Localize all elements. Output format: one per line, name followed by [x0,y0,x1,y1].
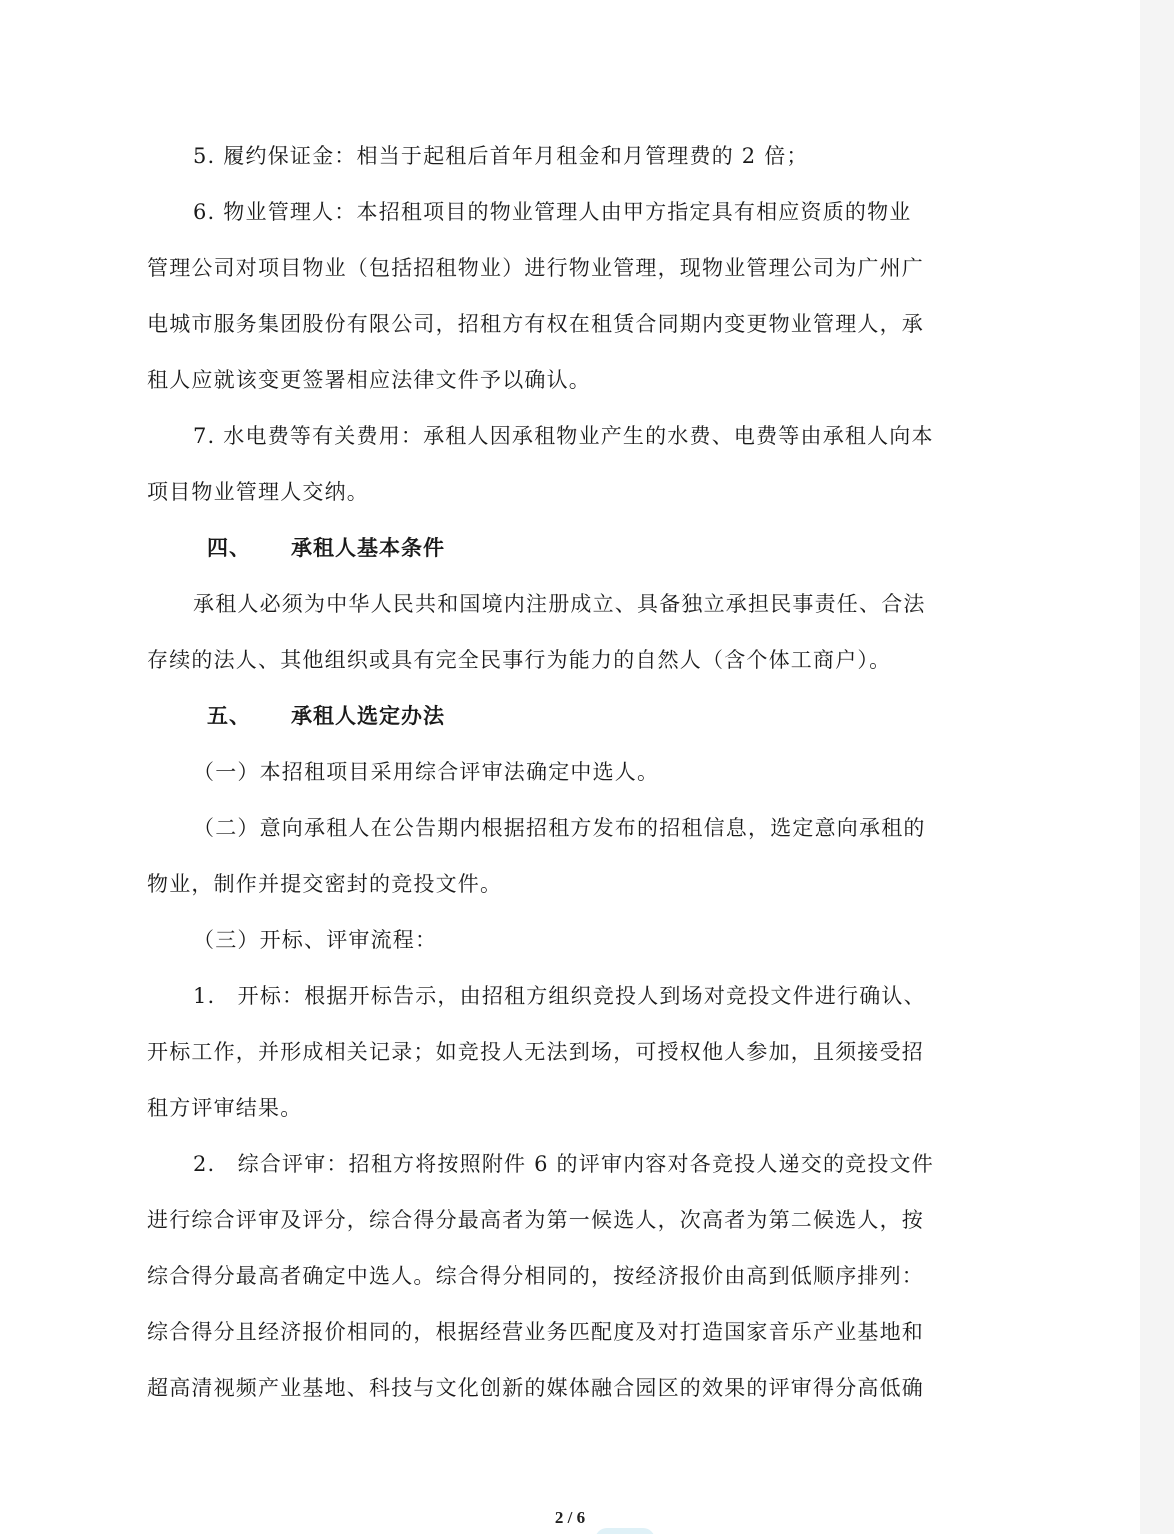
paragraph-method-3: （三）开标、评审流程： [193,928,438,952]
paragraph-utility-fees: 7. 水电费等有关费用：承租人因承租物业产生的水费、电费等由承租人向本 [193,424,934,448]
paragraph-line: 物业，制作并提交密封的竞投文件。 [147,872,503,896]
paragraph-line: 租方评审结果。 [147,1096,303,1120]
paragraph-method-1: （一）本招租项目采用综合评审法确定中选人。 [193,760,660,784]
paragraph-bid-opening: 1. 开标：根据开标告示，由招租方组织竞投人到场对竞投文件进行确认、 [193,984,926,1008]
section-heading-4 [147,520,977,576]
page-number-indicator: 2 / 6 [554,1508,586,1527]
paragraph-line: 存续的法人、其他组织或具有完全民事行为能力的自然人（含个体工商户）。 [147,648,892,672]
paragraph-property-manager: 6. 物业管理人：本招租项目的物业管理人由甲方指定具有相应资质的物业 [193,200,912,224]
paragraph-deposit: 5. 履约保证金：相当于起租后首年月租金和月管理费的 2 倍； [193,144,809,168]
paragraph-method-2: （二）意向承租人在公告期内根据招租方发布的招租信息，选定意向承租的 [193,816,926,840]
scroll-indicator[interactable] [595,1528,655,1534]
paragraph-line: 项目物业管理人交纳。 [147,480,369,504]
paragraph-evaluation: 2. 综合评审：招租方将按照附件 6 的评审内容对各竞投人递交的竞投文件 [193,1152,934,1176]
paragraph-line: 管理公司对项目物业（包括招租物业）进行物业管理，现物业管理公司为广州广 [147,256,924,280]
paragraph-line: 综合得分且经济报价相同的，根据经营业务匹配度及对打造国家音乐产业基地和 [147,1320,924,1344]
section-title: 承租人选定办法 [291,704,445,728]
paragraph-line: 电城市服务集团股份有限公司，招租方有权在租赁合同期内变更物业管理人，承 [147,312,924,336]
section-title: 承租人基本条件 [291,536,445,560]
page-content [147,128,977,1416]
section-number: 五、 [207,704,251,728]
paragraph-line: 进行综合评审及评分，综合得分最高者为第一候选人，次高者为第二候选人，按 [147,1208,924,1232]
viewer-margin [1140,0,1174,1534]
paragraph-line: 租人应就该变更签署相应法律文件予以确认。 [147,368,591,392]
section-number: 四、 [207,536,251,560]
section-heading-5 [147,688,977,744]
paragraph-line: 综合得分最高者确定中选人。综合得分相同的，按经济报价由高到低顺序排列： [147,1264,924,1288]
paragraph-eligibility: 承租人必须为中华人民共和国境内注册成立、具备独立承担民事责任、合法 [193,592,926,616]
paragraph-line: 超高清视频产业基地、科技与文化创新的媒体融合园区的效果的评审得分高低确 [147,1376,924,1400]
paragraph-line: 开标工作，并形成相关记录；如竞投人无法到场，可授权他人参加，且须接受招 [147,1040,924,1064]
